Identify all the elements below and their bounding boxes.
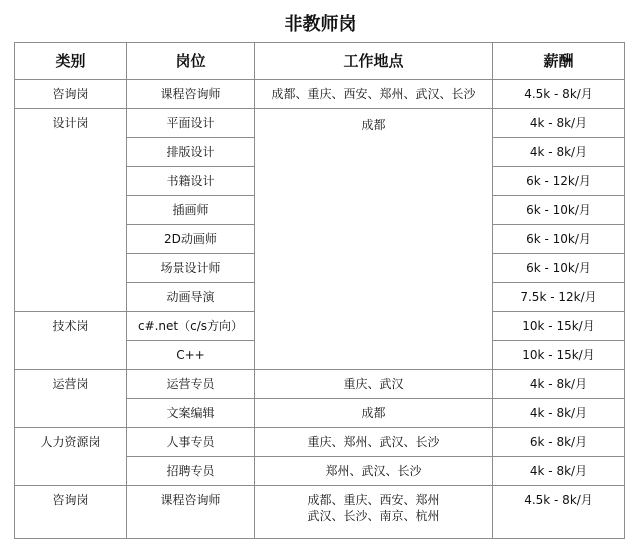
salary-cell: 6k - 10k/月 [493,254,625,283]
category-cell: 设计岗 [15,109,127,312]
position-cell: 平面设计 [127,109,255,138]
salary-cell: 4k - 8k/月 [493,109,625,138]
position-cell: 课程咨询师 [127,80,255,109]
table-row [15,428,625,457]
salary-cell: 4.5k - 8k/月 [493,486,625,539]
position-cell: 书籍设计 [127,167,255,196]
position-cell: 人事专员 [127,428,255,457]
location-cell: 成都、重庆、西安、郑州、武汉、长沙 [255,80,493,109]
location-cell [255,486,493,539]
category-cell: 技术岗 [15,312,127,370]
salary-cell: 6k - 10k/月 [493,225,625,254]
location-cell: 成都 [255,399,493,428]
position-cell: 插画师 [127,196,255,225]
header-location: 工作地点 [255,43,493,80]
salary-cell: 4k - 8k/月 [493,457,625,486]
position-cell: 2D动画师 [127,225,255,254]
position-cell: 招聘专员 [127,457,255,486]
page-title: 非教师岗 [284,14,357,35]
salary-cell: 4k - 8k/月 [493,370,625,399]
salary-cell: 6k - 10k/月 [493,196,625,225]
category-cell: 人力资源岗 [15,428,127,486]
table-row [15,486,625,539]
category-cell: 咨询岗 [15,486,127,539]
salary-cell: 6k - 8k/月 [493,428,625,457]
position-cell: C++ [127,341,255,370]
header-position: 岗位 [127,43,255,80]
salary-cell: 7.5k - 12k/月 [493,283,625,312]
salary-cell: 10k - 15k/月 [493,341,625,370]
salary-cell: 4k - 8k/月 [493,399,625,428]
header-salary: 薪酬 [493,43,625,80]
jobs-table [14,42,625,539]
position-cell: 动画导演 [127,283,255,312]
location-line: 成都、重庆、西安、郑州 [307,493,440,507]
category-cell: 咨询岗 [15,80,127,109]
salary-cell: 6k - 12k/月 [493,167,625,196]
salary-cell: 10k - 15k/月 [493,312,625,341]
position-cell: 运营专员 [127,370,255,399]
salary-cell: 4.5k - 8k/月 [493,80,625,109]
location-cell: 郑州、武汉、长沙 [255,457,493,486]
location-cell: 重庆、武汉 [255,370,493,399]
salary-cell: 4k - 8k/月 [493,138,625,167]
location-line: 武汉、长沙、南京、杭州 [307,509,440,523]
location-cell: 成都 [255,109,493,370]
table-row [15,80,625,109]
table-row [15,109,625,138]
position-cell: 场景设计师 [127,254,255,283]
position-cell: c#.net（c/s方向） [127,312,255,341]
position-cell: 课程咨询师 [127,486,255,539]
position-cell: 排版设计 [127,138,255,167]
header-category: 类别 [15,43,127,80]
location-cell: 重庆、郑州、武汉、长沙 [255,428,493,457]
table-header-row [15,43,625,80]
position-cell: 文案编辑 [127,399,255,428]
category-cell: 运营岗 [15,370,127,428]
table-row [15,370,625,399]
